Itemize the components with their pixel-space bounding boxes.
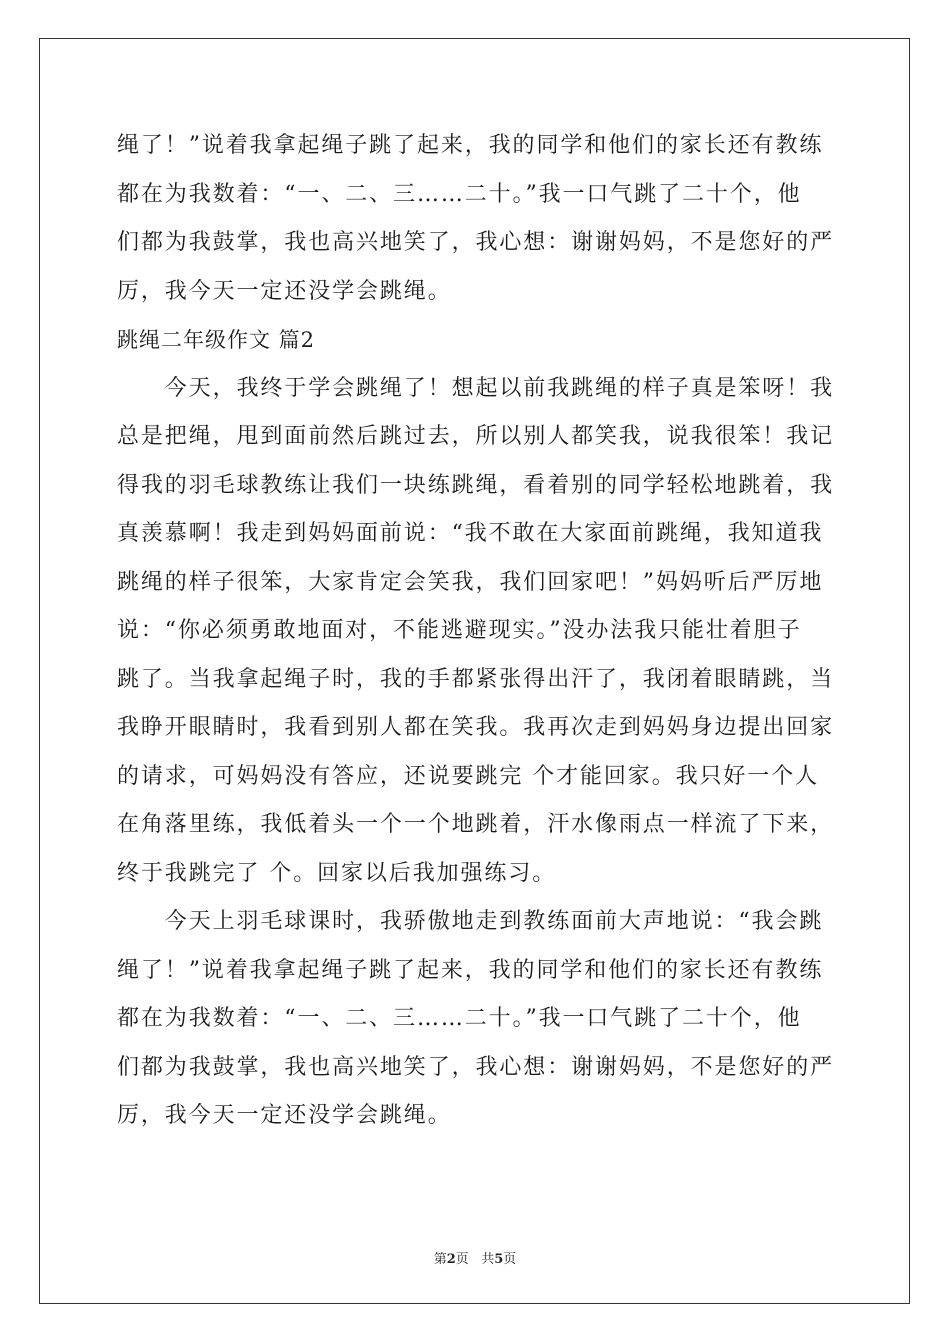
footer-total-prefix: 共 (481, 1252, 495, 1267)
text-line: 跳绳的样子很笨，大家肯定会笑我，我们回家吧！”妈妈听后严厉地 (117, 569, 824, 595)
document-body (117, 122, 833, 1141)
text-line: 们都为我鼓掌，我也高兴地笑了，我心想：谢谢妈妈，不是您好的严 (117, 230, 835, 255)
section-heading: 跳绳二年级作文 篇2 (117, 328, 316, 352)
text-line: 得我的羽毛球教练让我们一块练跳绳，看着别的同学轻松地跳着，我 (117, 472, 835, 498)
text-line: 绳了！”说着我拿起绳子跳了起来，我的同学和他们的家长还有教练 (117, 957, 824, 983)
text-line: 们都为我鼓掌，我也高兴地笑了，我心想：谢谢妈妈，不是您好的严 (117, 1054, 835, 1080)
text-line: 终于我跳完了 个。回家以后我加强练习。 (117, 860, 557, 886)
text-line: 绳了！”说着我拿起绳子跳了起来，我的同学和他们的家长还有教练 (117, 133, 824, 158)
text-line: 的请求，可妈妈没有答应，还说要跳完 个才能回家。我只好一个人 (117, 763, 819, 789)
footer-total-pages: 5 (494, 1252, 504, 1267)
footer-page-prefix: 第 (433, 1252, 447, 1267)
page-footer (0, 1248, 950, 1267)
text-line: 厉，我今天一定还没学会跳绳。 (117, 1103, 452, 1128)
footer-page-number: 2 (446, 1252, 456, 1267)
text-line: 今天，我终于学会跳绳了！想起以前我跳绳的样子真是笨呀！我 (117, 375, 835, 401)
text-line: 都在为我数着：“一、二、三……二十。”我一口气跳了二十个，他 (117, 181, 802, 207)
footer-page-suffix: 页 (455, 1252, 469, 1267)
text-line: 说：“你必须勇敢地面对，不能逃避现实。”没办法我只能壮着胆子 (117, 618, 802, 643)
text-line: 跳了。当我拿起绳子时，我的手都紧张得出汗了，我闭着眼睛跳，当 (117, 666, 835, 692)
text-line: 真羡慕啊！我走到妈妈面前说：“我不敢在大家面前跳绳，我知道我 (117, 521, 824, 546)
text-line: 厉，我今天一定还没学会跳绳。 (117, 278, 452, 304)
text-line: 今天上羽毛球课时，我骄傲地走到教练面前大声地说：“我会跳 (117, 909, 824, 934)
text-line: 在角落里练，我低着头一个一个地跳着，汗水像雨点一样流了下来， (117, 812, 835, 837)
text-line: 我睁开眼睛时，我看到别人都在笑我。我再次走到妈妈身边提出回家 (117, 715, 835, 740)
footer-total-suffix: 页 (503, 1252, 517, 1267)
text-line: 都在为我数着：“一、二、三……二十。”我一口气跳了二十个，他 (117, 1006, 802, 1031)
text-line: 总是把绳，甩到面前然后跳过去，所以别人都笑我，说我很笨！我记 (117, 424, 835, 449)
